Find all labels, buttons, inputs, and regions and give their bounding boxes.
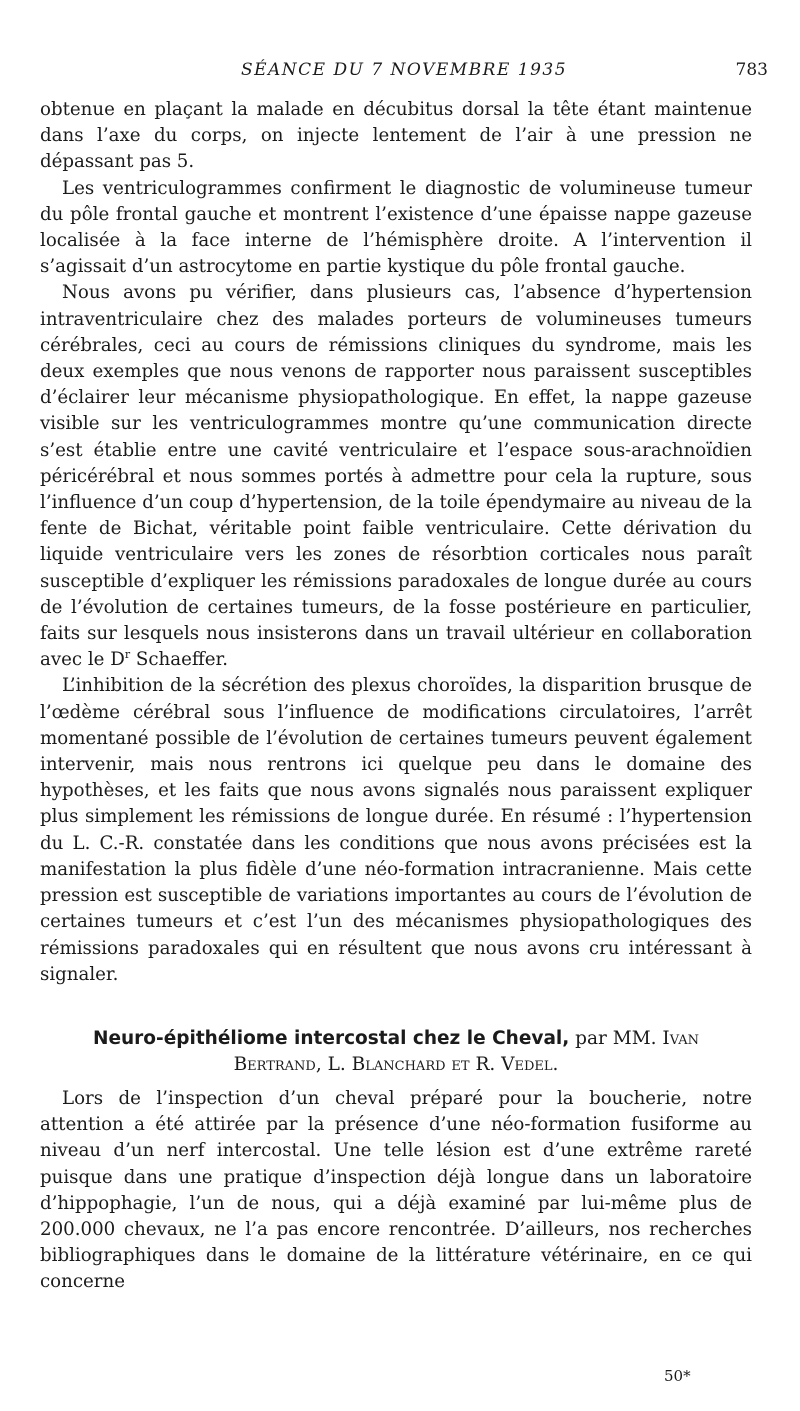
- page-header: [40, 60, 768, 86]
- article-authors-1: Ivan: [662, 1027, 699, 1049]
- article-title: Neuro-épithéliome intercostal chez le Cheval,: [92, 1027, 570, 1049]
- article-by: par MM.: [569, 1027, 663, 1049]
- article-paragraph: Lors de l’inspection d’un cheval préparé pour la boucherie, notre attention a été attirée par la présence d’une néo-formation fusiforme au niveau d’un nerf intercostal. Une telle lésion est d’une extrême rareté puisque dans une pratique d’inspection déjà longue dans un laboratoire d’hippophagie, l’un de nous, qui a déjà examiné par lui-même plus de 200.000 chevaux, ne l’a pas encore rencontrée. D’ailleurs, nos recherches bibliographiques dans le domaine de la littérature vétérinaire, en ce qui concerne: [40, 1087, 752, 1293]
- paragraph-3: [40, 280, 752, 673]
- article-authors-2: Bertrand, L. Blanchard et R. Vedel.: [233, 1053, 559, 1075]
- paragraph-2: Les ventriculogrammes confirment le diagnostic de volumineuse tumeur du pôle frontal gauche et montrent l’existence d’une épaisse nappe gazeuse localisée à la face interne de l’hémisphère droite. A l’intervention il s’agissait d’un astrocytome en partie kystique du pôle frontal gauche.: [40, 177, 752, 278]
- doctor-name: Schaeffer.: [130, 649, 229, 671]
- signature-mark: 50*: [664, 1367, 691, 1385]
- article-heading: [40, 1026, 752, 1078]
- paragraph-3-text: Nous avons pu vérifier, dans plusieurs cas, l’absence d’hypertension intraventriculaire chez des malades porteurs de volumineuses tumeurs cérébrales, ceci au cours de rémissions cliniques du syndrome, mais les deux exemples que nous venons de rapporter nous paraissent susceptibles d’éclairer leur mécanisme physiopathologique. En effet, la nappe gazeuse visible sur les ventriculogrammes montre qu’une communication directe s’est établie entre une cavité ventriculaire et l’espace sous-arachnoïdien péricérébral et nous sommes portés à admettre pour cela la rupture, sous l’influence d’un coup d’hypertension, de la toile épendymaire au niveau de la fente de Bichat, véritable point faible ventriculaire. Cette dérivation du liquide ventriculaire vers les zones de résorbtion corticales nous paraît susceptible d’expliquer les rémissions paradoxales de longue durée au cours de l’évolution de certaines tumeurs, de la fosse postérieure en particulier, faits sur lesquels nous insisterons dans un travail ultérieur en collaboration avec le: [40, 282, 752, 671]
- page-number: 783: [735, 60, 768, 80]
- doctor-prefix: D: [110, 649, 125, 671]
- paragraph-4: L’inhibition de la sécrétion des plexus choroïdes, la disparition brusque de l’œdème cérébral sous l’influence de modifications circulatoires, l’arrêt momentané possible de l’évolution de certaines tumeurs peuvent également intervenir, mais nous rentrons ici quelque peu dans le domaine des hypothèses, et les faits que nous avons signalés nous paraissent expliquer plus simplement les rémissions de longue durée. En résumé : l’hypertension du L. C.-R. constatée dans les conditions que nous avons précisées est la manifestation la plus fidèle d’une néo-formation intracranienne. Mais cette pression est susceptible de variations importantes au cours de l’évolution de certaines tumeurs et c’est l’un des mécanismes physiopathologiques des rémissions paradoxales qui en résultent que nous avons cru intéressant à signaler.: [40, 675, 752, 985]
- doctor-superscript: r: [124, 648, 131, 662]
- paragraph-1: obtenue en plaçant la malade en décubitus dorsal la tête étant maintenue dans l’axe du corps, on injecte lentement de l’air à une pression ne dépassant pas 5.: [40, 99, 752, 173]
- body-text: [40, 97, 752, 1296]
- running-title: SÉANCE DU 7 NOVEMBRE 1935: [240, 60, 568, 80]
